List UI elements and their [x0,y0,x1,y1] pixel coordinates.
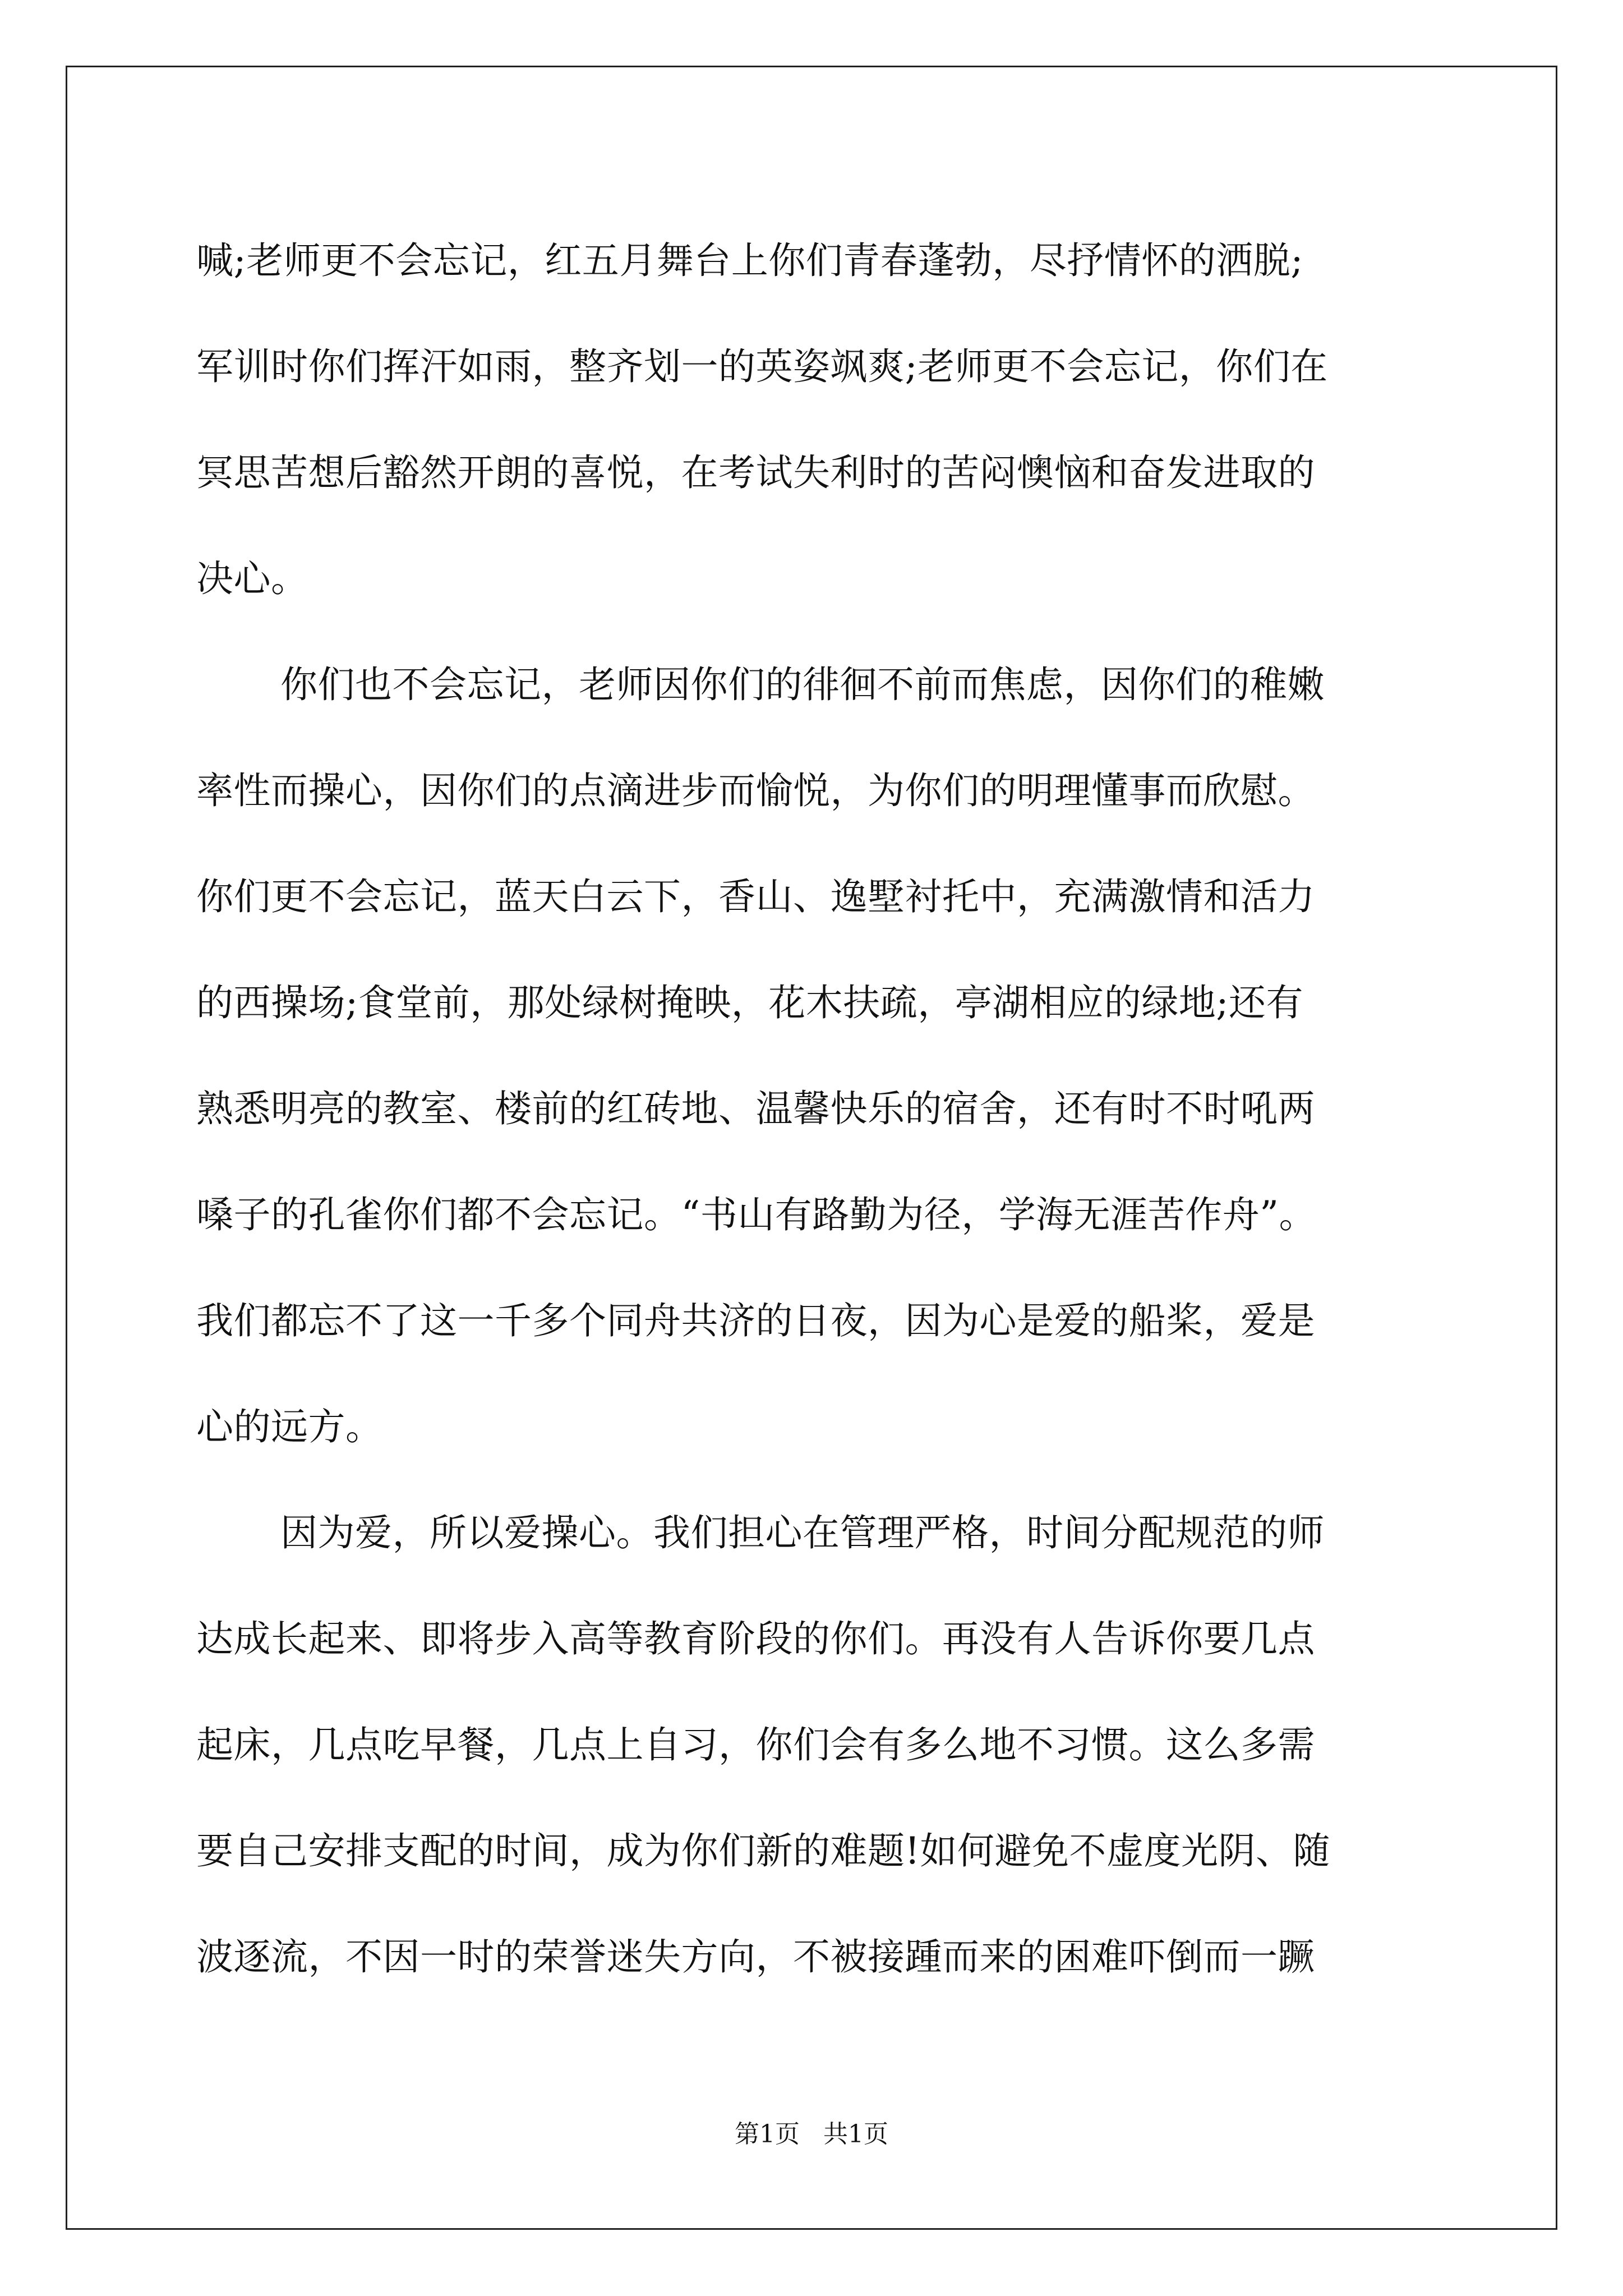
text-line: 波逐流，不因一时的荣誉迷失方向，不被接踵而来的困难吓倒而一蹶 [196,1935,1315,1978]
text-line: 率性而操心，因你们的点滴进步而愉悦，为你们的明理懂事而欣慰。 [196,769,1315,812]
text-line: 因为爱，所以爱操心。我们担心在管理严格，时间分配规范的师 [280,1511,1325,1554]
text-line: 你们更不会忘记，蓝天白云下，香山、逸墅衬托中，充满激情和活力 [196,875,1315,918]
text-line: 军训时你们挥汗如雨，整齐划一的英姿飒爽;老师更不会忘记，你们在 [196,345,1328,388]
text-line: 决心。 [196,557,308,600]
text-line: 心的远方。 [196,1405,383,1448]
text-line: 熟悉明亮的教室、楼前的红砖地、温馨快乐的宿舍，还有时不时吼两 [196,1087,1315,1130]
page-number-footer: 第1页 共1页 [735,2120,888,2148]
text-line: 的西操场;食堂前，那处绿树掩映，花木扶疏，亭湖相应的绿地;还有 [196,981,1303,1024]
text-line: 喊;老师更不会忘记，红五月舞台上你们青春蓬勃，尽抒情怀的洒脱; [196,239,1303,282]
text-line: 冥思苦想后豁然开朗的喜悦，在考试失利时的苦闷懊恼和奋发进取的 [196,451,1315,494]
text-line: 我们都忘不了这一千多个同舟共济的日夜，因为心是爱的船桨，爱是 [196,1299,1315,1342]
text-line: 达成长起来、即将步入高等教育阶段的你们。再没有人告诉你要几点 [196,1617,1315,1660]
document-body [196,208,1441,2010]
text-line: 起床，几点吃早餐，几点上自习，你们会有多么地不习惯。这么多需 [196,1723,1315,1766]
text-line: 你们也不会忘记，老师因你们的徘徊不前而焦虑，因你们的稚嫩 [280,663,1325,706]
text-line: 要自己安排支配的时间，成为你们新的难题!如何避免不虚度光阴、随 [196,1829,1331,1872]
text-line: 嗓子的孔雀你们都不会忘记。“书山有路勤为径，学海无涯苦作舟”。 [196,1193,1316,1236]
